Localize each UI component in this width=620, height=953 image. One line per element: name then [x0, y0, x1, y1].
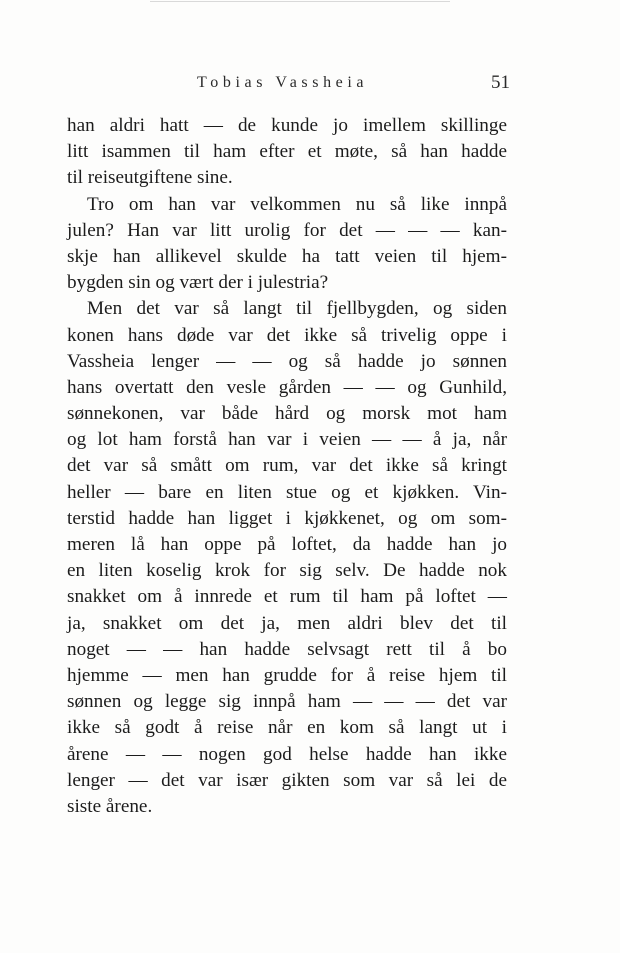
text-line: og lot ham forstå han var i veien — — å ja, når [67, 429, 507, 451]
text-line: litt isammen til ham efter et møte, så han hadde [67, 141, 507, 163]
text-line: ja, snakket om det ja, men aldri blev det til [67, 612, 507, 634]
text-line: siste årene. [67, 795, 153, 817]
running-head [0, 74, 620, 98]
text-line: skje han allikevel skulde ha tatt veien til hjem- [67, 245, 507, 267]
text-line: sønnekonen, var både hård og morsk mot ham [67, 403, 507, 425]
text-line: Tro om han var velkommen nu så like innpå [87, 193, 507, 215]
text-line: hjemme — men han grudde for å reise hjem til [67, 664, 507, 686]
text-line: terstid hadde han ligget i kjøkkenet, og om som- [67, 507, 507, 529]
body-text [67, 113, 507, 820]
text-line: lenger — det var især gikten som var så lei de [67, 769, 507, 791]
page-number: 51 [491, 72, 510, 93]
text-line: en liten koselig krok for sig selv. De hadde nok [67, 560, 507, 582]
text-line: han aldri hatt — de kunde jo imellem skillinge [67, 115, 507, 136]
running-title: Tobias Vassheia [197, 74, 369, 91]
text-line: heller — bare en liten stue og et kjøkken. Vin- [67, 481, 507, 503]
text-line: meren lå han oppe på loftet, da hadde han jo [67, 534, 507, 555]
text-line: Men det var så langt til fjellbygden, og siden [87, 298, 507, 320]
page-edge-rule [150, 1, 450, 2]
text-line: noget — — han hadde selvsagt rett til å bo [67, 638, 507, 660]
text-line: til reiseutgiftene sine. [67, 167, 233, 189]
text-line: bygden sin og vært der i julestria? [67, 272, 329, 294]
text-line: julen? Han var litt urolig for det — — — kan- [67, 219, 507, 241]
text-line: årene — — nogen god helse hadde han ikke [67, 743, 507, 765]
text-line: ikke så godt å reise når en kom så langt ut i [67, 717, 507, 739]
text-line: snakket om å innrede et rum til ham på loftet — [67, 586, 507, 608]
text-line: Vassheia lenger — — og så hadde jo sønnen [67, 350, 507, 372]
text-line: konen hans døde var det ikke så trivelig oppe i [67, 324, 507, 346]
text-line: hans overtatt den vesle gården — — og Gunhild, [67, 376, 507, 398]
text-line: det var så smått om rum, var det ikke så kringt [67, 455, 507, 477]
text-line: sønnen og legge sig innpå ham — — — det var [67, 691, 507, 713]
